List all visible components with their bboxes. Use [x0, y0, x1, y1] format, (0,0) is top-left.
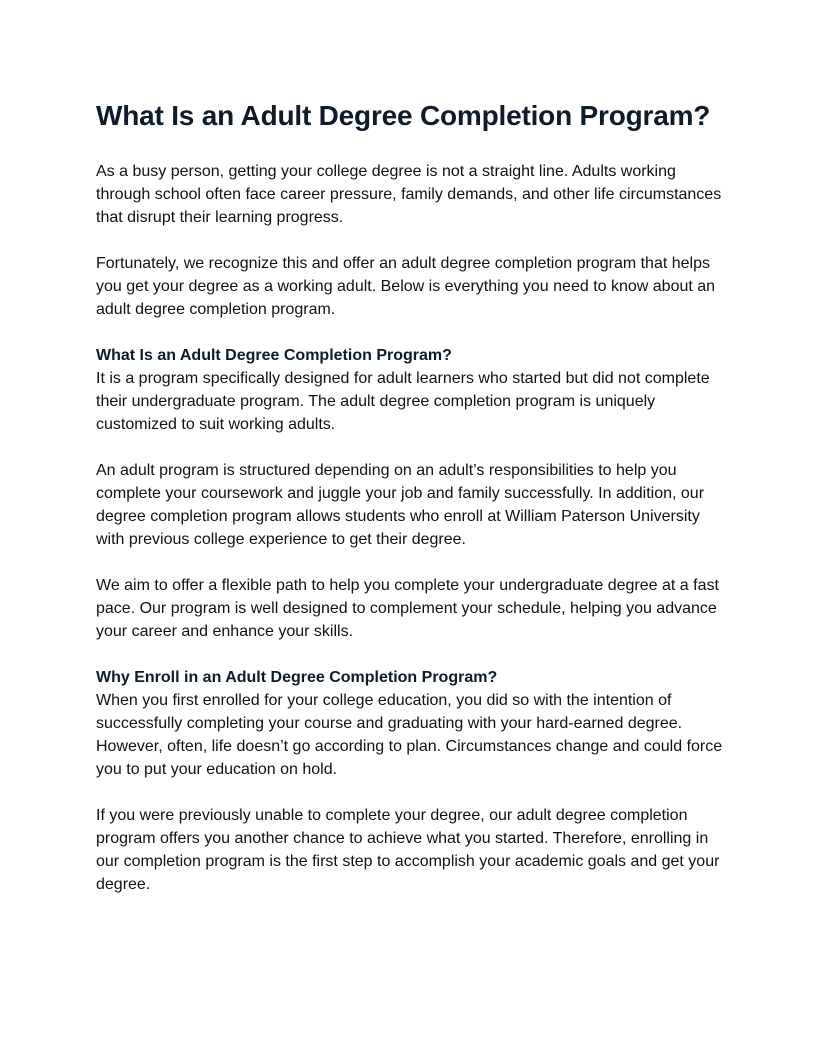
- document-body: [96, 160, 726, 896]
- paragraph-text: Fortunately, we recognize this and offer an adult degree completion program that helps you get your degree as a working adult. Below is everything you need to know about an adult degree completion program.: [96, 255, 716, 318]
- section-heading-why-enroll: Why Enroll in an Adult Degree Completion Program?: [96, 669, 498, 686]
- document-page: [96, 96, 726, 919]
- paragraph-why-enroll: [96, 666, 726, 781]
- paragraph-flexible-path: [96, 574, 726, 643]
- paragraph-text: An adult program is structured depending on an adult’s responsibilities to help you complete your coursework and juggle your job and family successfully. In addition, our degree completion program allows students who enroll at William Paterson University with previous college experience to get their degree.: [96, 462, 705, 548]
- paragraph-another-chance: [96, 804, 726, 896]
- section-heading-what-is: What Is an Adult Degree Completion Program?: [96, 347, 452, 364]
- paragraph-text: We aim to offer a flexible path to help you complete your undergraduate degree at a fast pace. Our program is well designed to complement your schedule, helping you advance your career and enhance your skills.: [96, 577, 719, 640]
- paragraph-intro: [96, 160, 726, 229]
- paragraph-text: When you first enrolled for your college education, you did so with the intention of successfully completing your course and graduating with your hard-earned degree. However, often, life doesn’t go according to plan. Circumstances change and could force you to put your education on hold.: [96, 692, 723, 778]
- paragraph-text: If you were previously unable to complete your degree, our adult degree completion program offers you another chance to achieve what you started. Therefore, enrolling in our completion program is the first step to accomplish your academic goals and get your degree.: [96, 807, 720, 893]
- paragraph-text: It is a program specifically designed for adult learners who started but did not complete their undergraduate program. The adult degree completion program is uniquely customized to suit working adults.: [96, 370, 710, 433]
- page-title: What Is an Adult Degree Completion Program?: [96, 100, 711, 131]
- paragraph-what-is: [96, 344, 726, 436]
- paragraph-text: As a busy person, getting your college degree is not a straight line. Adults working through school often face career pressure, family demands, and other life circumstances that disrupt their learning progress.: [96, 163, 722, 226]
- paragraph-fortunately: [96, 252, 726, 321]
- paragraph-structure: [96, 459, 726, 551]
